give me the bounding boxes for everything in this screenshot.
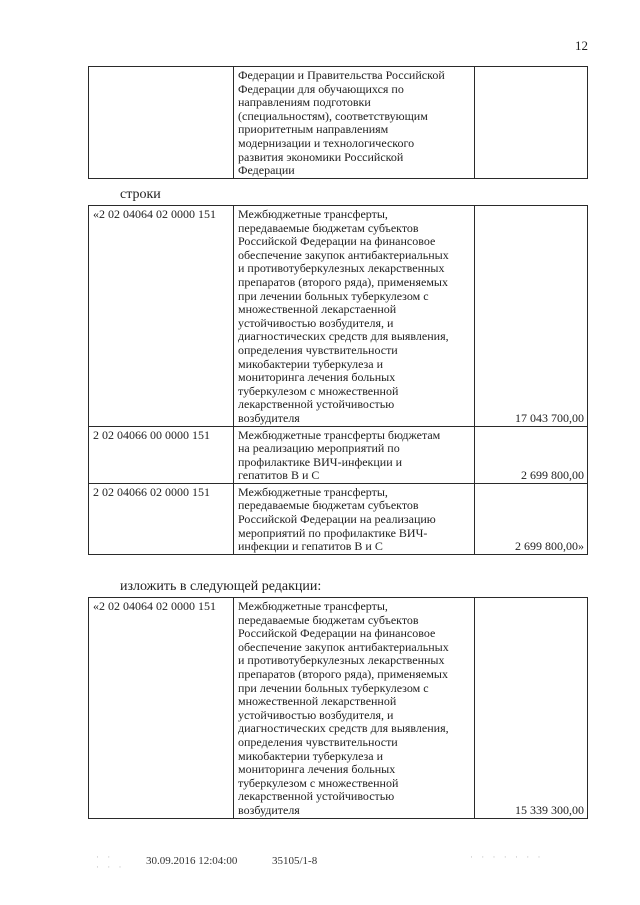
description-line: передаваемые бюджетам субъектов (238, 498, 419, 513)
page-number: 12 (575, 38, 588, 53)
description-line: (специальностям), соответствующим (238, 108, 428, 123)
description-line: обеспечение закупок антибактериальных (238, 639, 449, 654)
description-line: и противотуберкулезных лекарственных (238, 261, 445, 276)
budget-code-cell: «2 02 04064 02 0000 151 (89, 206, 234, 427)
description-line: диагностических средств для выявления, (238, 329, 449, 344)
description-line: возбудителя (238, 802, 300, 817)
description-cell (234, 598, 475, 819)
footer-datetime: 30.09.2016 12:04:00 (146, 855, 238, 867)
description-line: микобактерии туберкулеза и (238, 748, 384, 763)
table-row (89, 483, 588, 554)
description-line: Межбюджетные трансферты, (238, 207, 388, 221)
table-row (89, 598, 588, 819)
description-cell (234, 67, 475, 179)
description-line: Российской Федерации на финансовое (238, 234, 436, 249)
description-line: передаваемые бюджетам субъектов (238, 612, 419, 627)
description-line: мониторинга лечения больных (238, 762, 396, 777)
description-line: и противотуберкулезных лекарственных (238, 653, 445, 668)
caption-rows: строки (120, 187, 161, 202)
description-cell (234, 483, 475, 554)
description-line: определения чувствительности (238, 734, 398, 749)
budget-code-cell (89, 67, 234, 179)
amount-cell: 2 699 800,00 (475, 426, 588, 483)
budget-code-cell: «2 02 04064 02 0000 151 (89, 598, 234, 819)
description-line: модернизации и технологического (238, 135, 415, 150)
budget-table-top (88, 66, 588, 179)
description-cell (234, 206, 475, 427)
description-line: Российской Федерации на финансовое (238, 626, 436, 641)
description-line: Межбюджетные трансферты бюджетам (238, 427, 441, 442)
budget-table-new-rows (88, 597, 588, 819)
amount-cell: 17 043 700,00 (475, 206, 588, 427)
description-line: препаратов (второго ряда), применяемых (238, 274, 448, 289)
description-line: развития экономики Российской (238, 149, 404, 164)
description-cell (234, 426, 475, 483)
description-line: диагностических средств для выявления, (238, 721, 449, 736)
description-line: Федерации для обучающихся по (238, 81, 404, 96)
description-line: обеспечение закупок антибактериальных (238, 247, 449, 262)
table-row (89, 67, 588, 179)
description-line: туберкулезом с множественной (238, 383, 399, 398)
scan-noise-left: · · · · · (96, 852, 125, 872)
description-line: возбудителя (238, 410, 300, 425)
caption-new-edition: изложить в следующей редакции: (120, 579, 322, 594)
description-line: приоритетным направлениям (238, 122, 389, 137)
description-line: лекарственной устойчивостью (238, 789, 395, 804)
description-line: устойчивостью возбудителя, и (238, 315, 394, 330)
description-line: при лечении больных туберкулезом с (238, 288, 429, 303)
amount-cell: 2 699 800,00» (475, 483, 588, 554)
description-line: определения чувствительности (238, 342, 398, 357)
description-line: препаратов (второго ряда), применяемых (238, 666, 448, 681)
description-line: лекарственной устойчивостью (238, 397, 395, 412)
budget-code-cell: 2 02 04066 02 0000 151 (89, 483, 234, 554)
description-line: туберкулезом с множественной (238, 775, 399, 790)
budget-code-cell: 2 02 04066 00 0000 151 (89, 426, 234, 483)
scan-noise-right: · · · · · · · (470, 852, 544, 862)
description-line: профилактике ВИЧ-инфекции и (238, 454, 403, 469)
description-line: Федерации и Правительства Российской (238, 68, 445, 82)
description-line: направлениям подготовки (238, 95, 371, 110)
description-line: Российской Федерации на реализацию (238, 512, 436, 527)
table-row (89, 206, 588, 427)
description-line: Межбюджетные трансферты, (238, 484, 388, 499)
description-line: микобактерии туберкулеза и (238, 356, 384, 371)
description-line: устойчивостью возбудителя, и (238, 707, 394, 722)
description-line: передаваемые бюджетам субъектов (238, 220, 419, 235)
description-line: инфекции и гепатитов В и С (238, 539, 383, 554)
description-line: мониторинга лечения больных (238, 370, 396, 385)
amount-cell (475, 67, 588, 179)
description-line: Федерации (238, 163, 295, 178)
footer-reference: 35105/1-8 (272, 855, 318, 867)
description-line: множественной лекарственной (238, 694, 397, 709)
description-line: гепатитов В и С (238, 468, 320, 483)
budget-table-current-rows (88, 205, 588, 555)
description-line: Межбюджетные трансферты, (238, 599, 388, 613)
description-line: множественной лекарстаенной (238, 302, 397, 317)
description-line: мероприятий по профилактике ВИЧ- (238, 525, 428, 540)
table-row (89, 426, 588, 483)
description-line: на реализацию мероприятий по (238, 441, 400, 456)
description-line: при лечении больных туберкулезом с (238, 680, 429, 695)
amount-cell: 15 339 300,00 (475, 598, 588, 819)
